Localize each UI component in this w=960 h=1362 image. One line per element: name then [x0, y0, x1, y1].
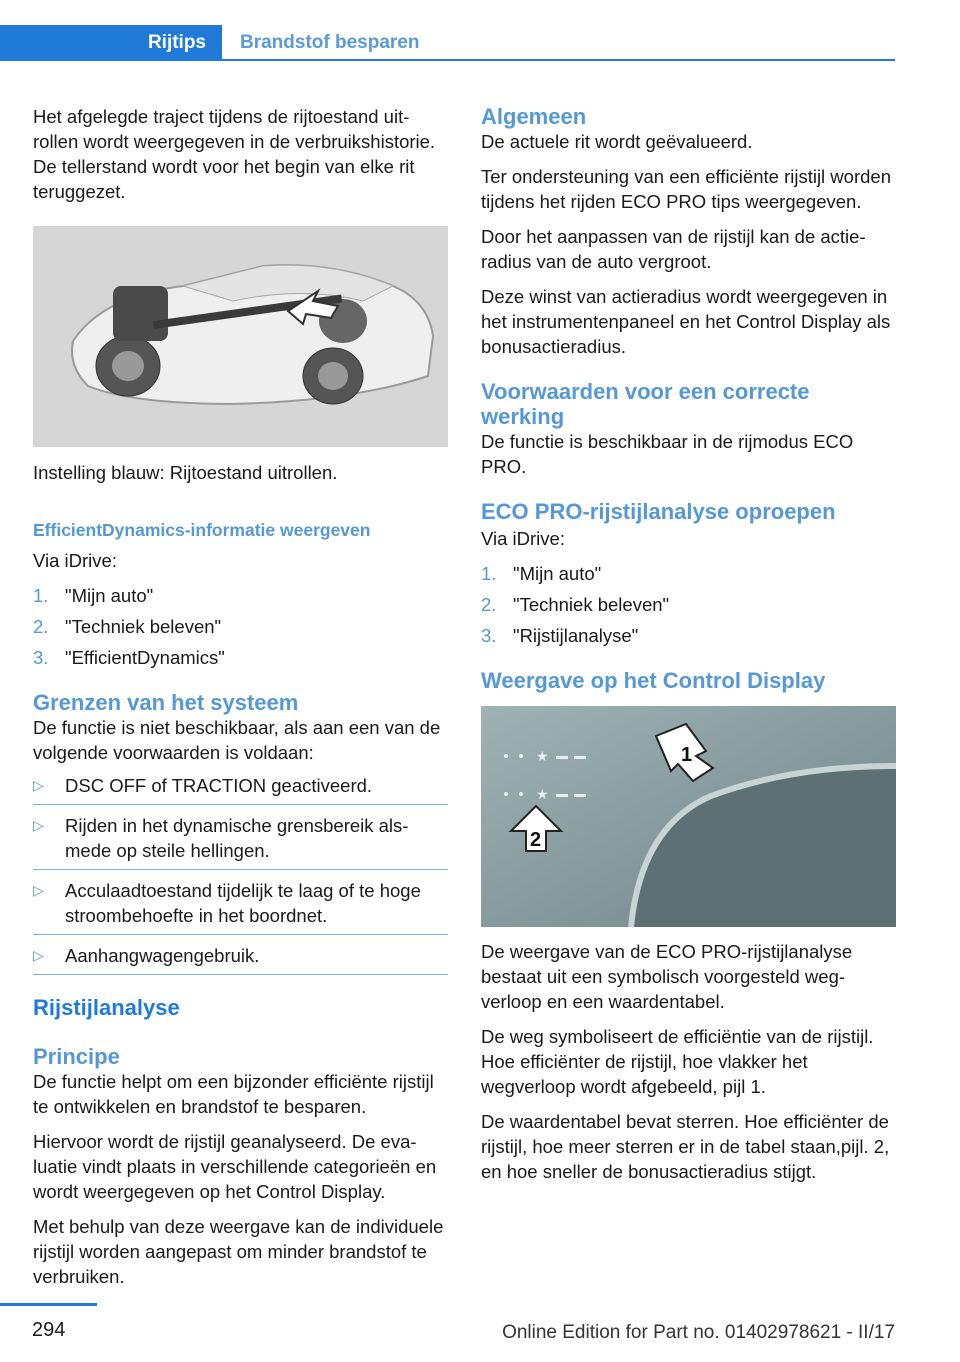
bullet-text: Aanhangwagengebruik. [65, 945, 260, 966]
section-heading-efficientdynamics: EfficientDynamics-informatie weergeven [33, 520, 371, 540]
steps-list [33, 583, 448, 670]
display-paragraph: De waardentabel bevat sterren. Hoe efficiënter de rijstijl, hoe meer sterren er in de tabel staan,pijl. 2, en hoe sneller de bonusactieradius stijgt. [481, 1111, 890, 1182]
car-drawing [33, 226, 448, 447]
limits-intro: De functie is niet beschikbaar, als aan een van de volgende voorwaarden is voldaan: [33, 717, 441, 763]
right-column [481, 104, 896, 1194]
header-tab-brandstof[interactable] [240, 25, 419, 61]
list-item [481, 561, 896, 586]
header-rule [222, 59, 895, 61]
control-display-illustration [481, 706, 896, 927]
svg-text:★: ★ [536, 749, 549, 765]
general-paragraph: De actuele rit wordt geëvalueerd. [481, 131, 753, 152]
list-item [33, 614, 448, 639]
arrow-1-label: 1 [681, 744, 693, 766]
image-caption: Instelling blauw: Rijtoestand uitrollen. [33, 462, 338, 483]
bullet-triangle-icon: ▷ [33, 947, 44, 963]
principle-paragraph: Met behulp van deze weergave kan de individuele rijstijl worden aangepast om minder brandstof te verbruiken. [33, 1216, 444, 1287]
section-heading-conditions: Voorwaarden voor een correcte werking [481, 379, 810, 429]
conditions-paragraph: De functie is beschikbaar in de rijmodus ECO PRO. [481, 431, 854, 477]
section-heading-limits: Grenzen van het systeem [33, 690, 299, 715]
section-heading-call: ECO PRO-rijstijlanalyse oproepen [481, 499, 836, 524]
step-text: "Rijstijlanalyse" [513, 625, 639, 646]
display-paragraph: De weergave van de ECO PRO-rijstijlanalyse bestaat uit een symbolisch voorgesteld wegverloop en een waardentabel. [481, 941, 853, 1012]
bullet-triangle-icon: ▷ [33, 817, 44, 833]
control-display-drawing [481, 706, 896, 927]
left-column [33, 104, 448, 1299]
list-item [481, 623, 896, 648]
header-tab-label: Rijtips [147, 32, 206, 53]
page-number: 294 [32, 1319, 66, 1341]
step-number: 1. [33, 585, 49, 606]
list-item [33, 813, 448, 870]
svg-text:★: ★ [536, 787, 549, 803]
principle-paragraph: De functie helpt om een bijzonder efficiënte rijstijl te ontwikkelen en brandstof te besparen. [33, 1071, 434, 1117]
via-idrive: Via iDrive: [481, 528, 565, 549]
list-item [33, 645, 448, 670]
list-item [33, 943, 448, 975]
general-paragraph: Deze winst van actieradius wordt weergegeven in het instrumentenpaneel en het Control Display als bonusactieradius. [481, 286, 891, 357]
list-item [33, 583, 448, 608]
step-text: "Techniek beleven" [65, 616, 222, 637]
car-illustration [33, 226, 448, 447]
bullet-triangle-icon: ▷ [33, 777, 44, 793]
arrow-2-label: 2 [530, 829, 542, 851]
list-item [33, 878, 448, 935]
general-paragraph: Door het aanpassen van de rijstijl kan de actieradius van de auto vergroot. [481, 226, 866, 272]
step-text: "Mijn auto" [65, 585, 154, 606]
principle-paragraph: Hiervoor wordt de rijstijl geanalyseerd. De evaluatie vindt plaats in verschillende categorieën en wordt weergegeven op het Control Display. [33, 1131, 437, 1202]
step-number: 3. [33, 647, 49, 668]
bullet-text: DSC OFF of TRACTION geactiveerd. [65, 775, 373, 796]
header-tab-label: Brandstof besparen [240, 32, 420, 53]
intro-paragraph: Het afgelegde traject tijdens de rijtoestand uitrollen wordt weergegeven in de verbruikshistorie. De tellerstand wordt voor het begin van elke rit teruggezet. [33, 106, 436, 202]
header-tab-rijtips[interactable] [0, 25, 222, 61]
bullet-text: Acculaadtoestand tijdelijk te laag of te hoge stroombehoefte in het boordnet. [65, 880, 421, 926]
limits-list [33, 773, 448, 975]
section-heading-principe: Principe [33, 1044, 120, 1069]
step-number: 1. [481, 563, 497, 584]
section-heading-rijstijlanalyse: Rijstijlanalyse [33, 995, 180, 1020]
edition-note: Online Edition for Part no. 01402978621 - II/17 [502, 1322, 895, 1343]
bullet-text: Rijden in het dynamische grensbereik alsmede op steile hellingen. [65, 815, 409, 861]
step-text: "EfficientDynamics" [65, 647, 225, 668]
list-item [33, 773, 448, 805]
footer-rule [0, 1303, 97, 1306]
display-paragraph: De weg symboliseert de efficiëntie van de rijstijl. Hoe efficiënter de rijstijl, hoe vlakker het wegverloop wordt afgebeeld, pijl 1. [481, 1026, 874, 1097]
section-heading-display: Weergave op het Control Display [481, 668, 826, 693]
step-text: "Techniek beleven" [513, 594, 670, 615]
list-item [481, 592, 896, 617]
step-number: 2. [481, 594, 497, 615]
general-paragraph: Ter ondersteuning van een efficiënte rijstijl worden tijdens het rijden ECO PRO tips weergegeven. [481, 166, 891, 212]
step-number: 2. [33, 616, 49, 637]
section-heading-algemeen: Algemeen [481, 104, 587, 129]
step-text: "Mijn auto" [513, 563, 602, 584]
bullet-triangle-icon: ▷ [33, 882, 44, 898]
via-idrive: Via iDrive: [33, 550, 117, 571]
step-number: 3. [481, 625, 497, 646]
steps-list [481, 561, 896, 648]
